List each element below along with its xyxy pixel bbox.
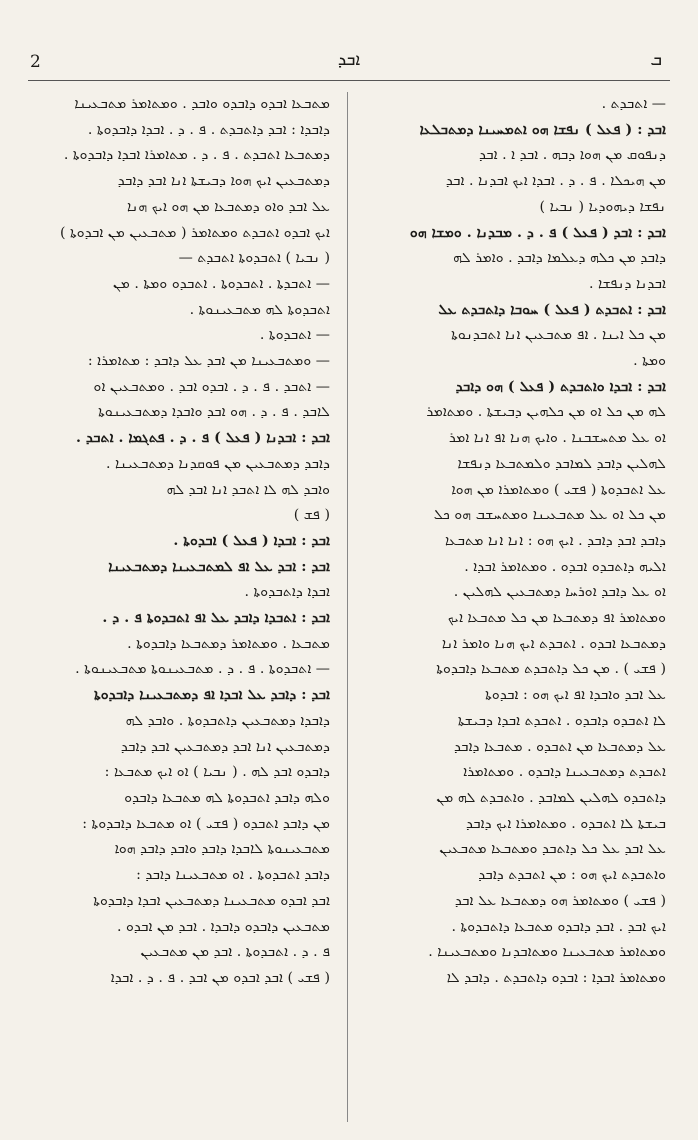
entry-text-line: ܡܢ ܗܝܟܠܐ . ܦ . ܕ . ܐܒܕܐ ܐܝܟ ܐܒܕܢܐ . ܐܒܕ <box>445 173 666 190</box>
entry-text-line: ܠܐ ܐܬܒܕܘ ܕܐܒܕܘ . ܐܬܒܕܬ ܐܒܕܐ ܕܒܝܫܬܐ <box>457 712 666 729</box>
entry-text-line: ܘܡܬܐܡܪ ܡܬܒܥܝܢܐ ܘܡܬܐܒܕܢܐ ܘܡܬܒܥܝܢܐ . <box>428 944 666 961</box>
entry-text-line: ܕܐܒܕ ܐܬܒܕܘܬܐ . ܐܘ ܡܬܒܥܝܢܐ ܕܐܒܕ : <box>136 867 330 884</box>
entry-text-line: ܕܡܬܒܥܝܢ ܐܢܐ ܐܒܕ ܕܡܬܒܥܝܢ ܐܒܕ ܕܐܒܕ <box>120 738 330 755</box>
entry-text-line: ܕܡܬܒܥܐ ܐܒܕܘ . ܐܬܒܕܬ ܐܝܟ ܗܢܐ ܘܐܡܪ ܐܢܐ <box>441 635 666 652</box>
entry-text-line: ܥܠ ܐܒܕ ܥܠ ܟܠ ܕܐܬܒܕ ܘܡܬܒܥܐ ܡܬܒܥܝܢ <box>439 841 666 858</box>
entry-text-line: ܡܬܒܥܝܢܘܬܐ ܠܐܒܕܐ ܕܐܒܕ ܘܐܒܕ ܕܐܒܕ ܗܘܐ <box>114 841 330 858</box>
entry-text-line: ܘܐܒܕ ܠܗ ܠܐ ܐܬܒܕ ܐܢܐ ܐܒܕ ܠܗ <box>166 481 330 498</box>
entry-text-line: ܠܗ ܡܢ ܟܠ ܐܘ ܡܢ ܟܠܗܝܢ ܕܒܝܫܬܐ . ܘܡܬܐܡܪ <box>426 404 666 421</box>
entry-text-line: ܘܡܬܐ . <box>633 353 666 370</box>
entry-text-line: ܠܐܒܕ . ܦ . ܕ . ܗܘ ܐܒܕ ܘܐܒܕܐ ܕܡܬܒܥܝܢܘܬܐ <box>98 404 330 421</box>
entry-text-line: ܐܘ ܥܠ ܕܐܒܕ ܐܘܪܚܐ ܕܡܬܒܥܝܢ ܠܗܠܝܢ . <box>453 584 666 601</box>
entry-headword-line: ܐܒܕ : ܐܒܕܐ ܘܐܬܒܕܬ ( ܦܥܠ ) ܗܘ ܕܐܒܕ <box>455 378 666 395</box>
entry-text-line: ܡܬܒܥܝܢ ܕܐܒܕܘ ܕܐܒܕܐ . ܐܒܕ ܡܢ ܐܒܕܘ . <box>116 918 330 935</box>
entry-text-line: ( ܦܫܝ ) ܘܡܬܐܡܪ ܗܘ ܕܡܬܒܥܐ ܥܠ ܐܒܕ <box>454 892 666 909</box>
entry-text-line: ܐܘ ܥܠ ܡܬܚܫܒܢܐ . ܘܐܝܟ ܗܢܐ ܐܦ ܐܢܐ ܐܡܪ <box>448 430 666 447</box>
entry-text-line: ܥܠ ܕܡܬܒܥܐ ܡܢ ܐܬܒܕܘ . ܡܬܒܥܐ ܕܐܒܕ <box>453 738 666 755</box>
entry-headword-line: ܐܒܕ : ܐܒܕܢܐ ( ܦܥܠ ) ܦ . ܕ . ܦܬܓܡܐ . ܐܬܒܕ . <box>76 430 330 447</box>
entry-text-line: ܥܠ ܐܒܕ ܘܐܒܕܐ ܐܦ ܐܝܟ ܗܘ : ܐܒܕܘܬܐ <box>485 687 666 704</box>
entry-headword-line: ܐܒܕ : ܐܬܒܕܬ ( ܦܥܠ ) ܚܘܒܐ ܕܐܬܒܕܬ ܥܠ <box>438 301 666 318</box>
entry-text-line: — ܐܬܒܕܬ . <box>601 96 666 112</box>
entry-text-line: ܢܦܫܐ ܕܝܗܘܕܝܐ ( ܢܒܝܐ ) <box>539 198 666 215</box>
entry-text-line: ܡܢ ܟܠ ܐܘ ܥܠ ܡܬܒܥܝܢܐ ܘܡܬܚܫܒ ܗܘ ܟܠ <box>433 507 666 524</box>
entry-text-line: — ܐܬܒܕ . ܦ . ܕ . ܐܒܕܘ ܐܒܕ . ܘܡܬܒܥܝܢ ܐܘ <box>93 378 330 395</box>
entry-text-line: ܕܡܬܒܥܝܢ ܐܝܟ ܗܘܐ ܕܒܝܫܬܐ ܐܢܐ ܐܒܕ ܕܐܒܕ <box>117 173 330 190</box>
entry-text-line: ( ܢܒܝܐ ) ܐܬܒܕܘܬܐ ܐܬܒܕܬ — <box>178 250 330 267</box>
page-number: 2 <box>30 52 41 72</box>
page-header <box>30 48 668 78</box>
running-head: ܐܒܕ <box>337 50 361 70</box>
entry-text-line: ܥܠ ܐܒܕ ܘܐܘ ܕܡܬܒܥܐ ܡܢ ܗܘ ܐܝܟ ܗܢܐ <box>126 198 330 215</box>
header-rule <box>28 80 670 81</box>
entry-text-line: ܕܐܒܕ ܕܡܬܒܥܝܢ ܡܢ ܦܘܩܕܢܐ ܕܡܬܒܥܝܢܐ . <box>105 455 330 472</box>
entry-text-line: ܘܐܬܒܕܬ ܐܝܟ ܗܘ : ܡܢ ܐܬܒܕܬ ܕܐܒܕ <box>478 867 666 884</box>
entry-text-line: ܡܬܒܥܐ ܐܒܕܘ ܕܐܒܕܘ ܘܐܒܕ . ܘܡܬܐܡܪ ܡܬܒܥܝܢܐ <box>74 96 330 112</box>
entry-text-line: — ܐܬܒܕܬܐ . ܐܬܒܕܘܬܐ . ܐܬܒܕܘ ܘܡܬܐ . ܡܢ <box>112 275 330 292</box>
left-column <box>30 92 330 1122</box>
entry-text-line: ܡܬܒܥܐ . ܘܡܬܐܡܪ ܕܡܬܒܥܐ ܕܐܒܕܘܬܐ . <box>127 635 330 652</box>
entry-text-line: ( ܦܫ ) <box>293 507 330 524</box>
entry-text-line: ܠܗܠܝܢ ܕܐܒܕ ܠܡܐܒܕ ܘܠܡܬܒܥܐ ܕܢܦܫܐ <box>457 455 666 472</box>
entry-text-line: ܕܐܬܒܕܘ ܠܗܠܝܢ ܠܡܐܒܕ . ܘܐܬܒܕܬ ܠܗ ܡܢ <box>436 789 666 806</box>
entry-text-line: — ܘܡܬܒܥܝܢܐ ܡܢ ܐܒܕ ܥܠ ܕܐܒܕ : ܡܬܐܡܪܐ : <box>87 353 330 370</box>
entry-text-line: — ܐܬܒܕܘܬܐ . <box>259 327 330 344</box>
entry-text-line: ܒܝܫܬܐ ܠܐ ܐܬܒܕܘ . ܘܡܬܐܡܪܐ ܐܝܟ ܕܐܒܕ <box>466 815 666 832</box>
entry-text-line: ܘܡܬܐܡܪ ܐܦ ܕܡܬܒܥܐ ܡܢ ܟܠ ܡܬܒܥܐ ܐܝܟ <box>447 610 666 627</box>
entry-text-line: ܐܬܒܕܬ ܕܡܬܒܥܝܢܐ ܕܐܒܕܘ . ܘܡܬܐܡܪܐ <box>463 764 666 781</box>
entry-text-line: ܐܝܟ ܐܒܕ . ܐܒܕ ܕܐܒܕܘ ܡܬܒܥܐ ܕܐܬܒܕܘܬܐ . <box>451 918 666 935</box>
entry-text-line: ܐܠܝܗ ܕܐܬܒܕܘ ܐܒܕܘ . ܘܡܬܐܡܪ ܐܒܕܐ . <box>464 558 666 575</box>
entry-text-line: ܕܐܒܕܐ : ܐܒܕ ܕܐܬܒܕܬ . ܦ . ܕ . ܐܒܕܐ ܕܐܒܕܘܬܐ . <box>87 121 330 138</box>
entry-text-line: ܐܝܟ ܐܒܕܘ ܐܬܒܕܬ ܘܡܬܐܡܪ ( ܡܬܒܥܝܢ ܡܢ ܐܒܕܘܬܐ ) <box>59 224 330 241</box>
entry-text-line: ܐܒܕܢܐ ܕܢܦܫܐ . <box>588 275 666 292</box>
entry-text-line: ܐܬܒܕܘܬܐ ܠܗ ܡܬܒܥܝܢܘܬܐ . <box>189 301 330 318</box>
entry-text-line: ܦ . ܕ . ܐܬܒܕܘܬܐ . ܐܒܕ ܡܢ ܡܬܒܥܝܢ <box>140 944 330 961</box>
entry-text-line: ܥܠ ܐܬܒܕܘܬܐ ( ܦܫܝ ) ܘܡܬܐܡܪܐ ܡܢ ܗܘܐ <box>451 481 666 498</box>
entry-text-line: ܘܡܬܐܡܪ ܐܒܕܐ : ܐܒܕܘ ܕܐܬܒܕܬ . ܕܐܒܕ ܠܐ <box>446 969 666 986</box>
entry-text-line: ܐܒܕܐ ܕܐܬܒܕܘܬܐ . <box>244 584 330 601</box>
entry-text-line: ܕܐܒܕ ܡܢ ܟܠܗ ܕܥܠܡܐ ܕܐܒܕ . ܘܐܡܪ ܠܗ <box>453 250 666 267</box>
entry-text-line: ܘܠܗ ܕܐܒܕ ܐܬܒܕܘܬܐ ܠܗ ܡܬܒܥܐ ܕܐܒܕܘ <box>124 789 330 806</box>
entry-text-line: ܕܐܒܕܐ ܕܡܬܒܥܝܢ ܕܐܬܒܕܘܬܐ . ܘܐܒܕ ܠܗ <box>125 712 330 729</box>
entry-headword-line: ܐܒܕ : ( ܦܥܠ ) ܢܦܫܐ ܗܘ ܐܬܡܚܝܢܐ ܕܡܬܒܠܥܐ <box>419 121 666 138</box>
entry-text-line: ܡܢ ܟܠ ܐܝܢܐ . ܐܦ ܡܬܒܥܝܢ ܐܢܐ ܐܬܒܕܢܘܬܐ <box>451 327 666 344</box>
entry-text-line: ܕܢܦܘܩ ܡܢ ܗܘܐ ܕܒܗ . ܐܒܕ ܐ . ܐܒܕ <box>478 147 666 164</box>
right-column <box>366 92 666 1122</box>
entry-text-line: ܐܒܕ ܐܒܕܘ ܡܬܒܥܝܢܐ ܕܡܬܒܥܝܢ ܐܒܕܐ ܕܐܒܕܘܬܐ <box>93 892 330 909</box>
section-letter: ܒ <box>650 50 662 70</box>
entry-headword-line: ܐܒܕ : ܐܒܕ ܥܠ ܐܦ ܠܡܬܒܥܝܢܐ ܕܡܬܒܥܝܢܐ <box>108 558 330 575</box>
entry-text-line: ܕܡܬܒܥܐ ܐܬܒܕܬ . ܦ . ܕ . ܡܬܐܡܪܐ ܐܒܕܐ ܕܐܒܕܘܬܐ . <box>63 147 330 164</box>
entry-headword-line: ܐܒܕ : ܐܒܕܐ ( ܦܥܠ ) ܐܒܕܘܬܐ . <box>173 532 330 549</box>
entry-text-line: — ܐܬܒܕܘܬܐ . ܦ . ܕ . ܡܬܒܥܝܢܘܬܐ ܡܬܒܥܝܢܘܬܐ . <box>75 661 330 678</box>
entry-text-line: ( ܦܫܝ ) ܐܒܕ ܐܒܕܘ ܡܢ ܐܒܕ . ܦ . ܕ . ܐܒܕܐ <box>110 969 330 986</box>
entry-text-line: ܕܐܒܕ ܐܒܕ ܕܐܒܕ . ܐܝܟ ܗܘ : ܐܢܐ ܐܢܐ ܡܬܒܥܐ <box>444 532 666 549</box>
entry-text-line: ܡܢ ܕܐܒܕ ܐܬܒܕܘ ( ܦܫܝ ) ܐܘ ܡܬܒܥܐ ܕܐܒܕܘܬܐ : <box>82 815 330 832</box>
entry-text-line: ܕܐܒܕܘ ܐܒܕ ܠܗ . ( ܢܒܝܐ ) ܐܘ ܐܝܟ ܡܬܒܥܐ : <box>104 764 330 781</box>
entry-headword-line: ܐܒܕ : ܕܐܒܕ ܥܠ ܐܒܕܐ ܐܦ ܕܡܬܒܥܝܢܐ ܕܐܒܕܘܬܐ <box>93 687 330 704</box>
entry-headword-line: ܐܒܕ : ܐܬܒܕܐ ܕܐܒܕ ܥܠ ܐܦ ܐܬܒܕܘܬܐ ܦ . ܕ . <box>102 610 330 627</box>
entry-headword-line: ܐܒܕ : ܐܒܕ ( ܦܥܠ ) ܦ . ܕ . ܡܒܕܢܐ . ܘܡܫܐ ܗܘ <box>409 224 666 241</box>
entry-text-line: ( ܦܫܝ ) . ܡܢ ܟܠ ܕܐܬܒܕܬ ܡܬܒܥܐ ܕܐܒܕܘܬܐ <box>436 661 666 678</box>
column-divider <box>347 92 348 1122</box>
